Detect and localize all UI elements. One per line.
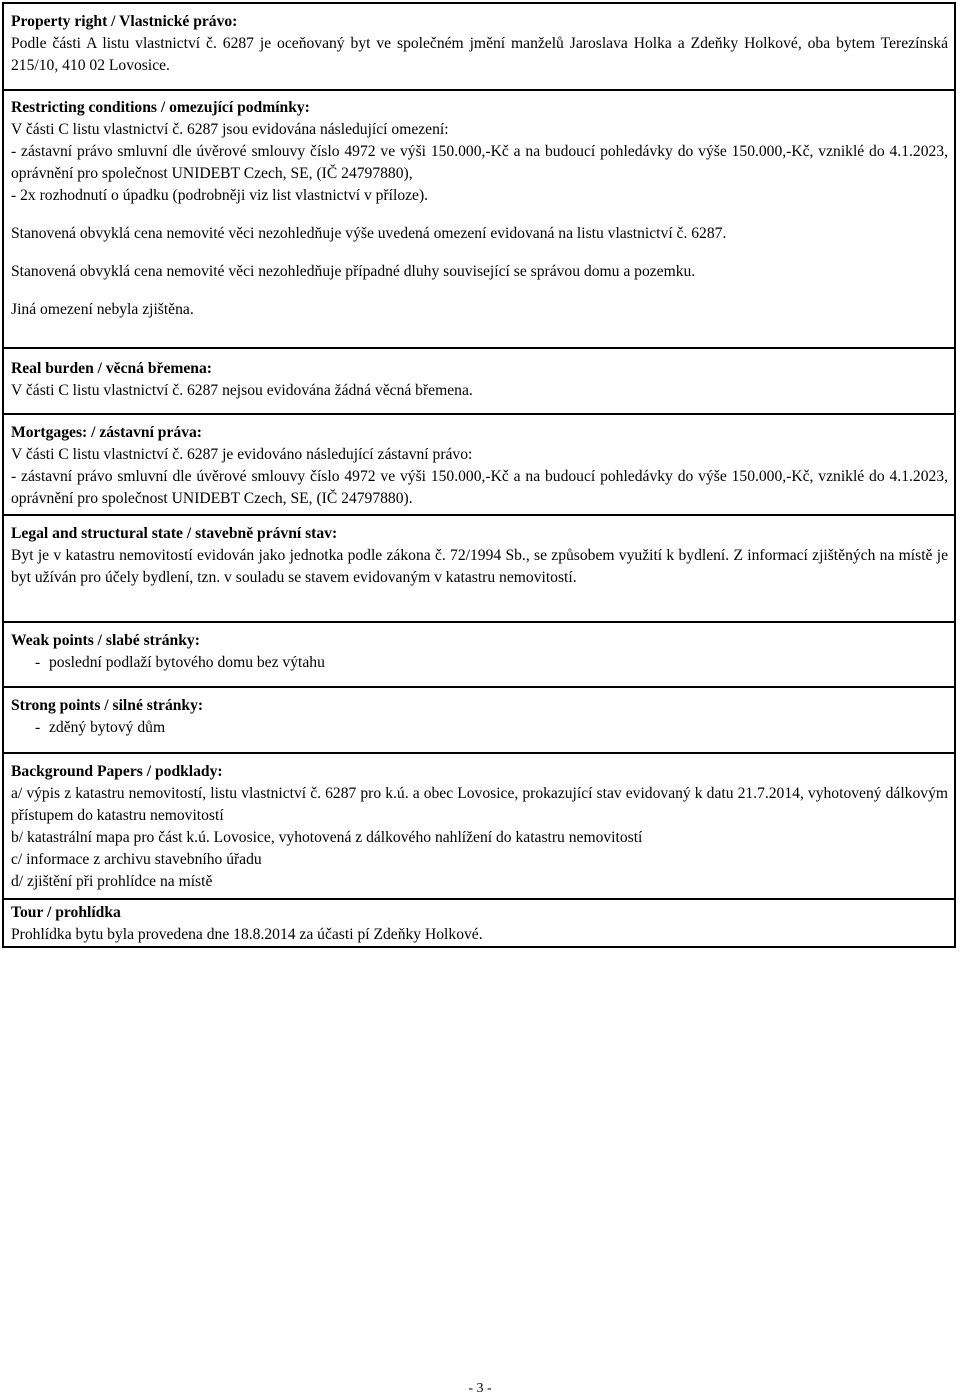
property-heading: Property right / Vlastnické právo: (11, 13, 238, 30)
strong-heading: Strong points / silné stránky: (11, 697, 204, 714)
restricting-heading: Restricting conditions / omezující podmínky: (11, 99, 310, 116)
section-weak (4, 623, 954, 688)
background-heading: Background Papers / podklady: (11, 763, 223, 780)
restricting-note-2: Stanovená obvyklá cena nemovité věci nezohledňuje případné dluhy související se správou domu a pozemku. (11, 263, 696, 280)
section-background (4, 754, 954, 900)
legal-text: Byt je v katastru nemovitostí evidován jako jednotka podle zákona č. 72/1994 Sb., se způsobem využití k bydlení. Z informací zjištěných na místě je byt užíván pro účely bydlení, tzn. v souladu se stavem evidovaným v katastru nemovitostí. (11, 547, 948, 586)
restricting-insolvency: - 2x rozhodnutí o úpadku (podrobněji viz list vlastnictví v příloze). (11, 187, 429, 204)
mortgages-heading: Mortgages: / zástavní práva: (11, 424, 202, 441)
strong-list-item (11, 717, 948, 739)
section-burden (4, 349, 954, 415)
background-item-d: d/ zjištění při prohlídce na místě (11, 873, 213, 890)
restricting-note-1: Stanovená obvyklá cena nemovité věci nezohledňuje výše uvedená omezení evidovaná na listu vlastnictví č. 6287. (11, 225, 727, 242)
section-restricting (4, 91, 954, 349)
page-number: - 3 - (468, 1381, 492, 1396)
burden-heading: Real burden / věcná břemena: (11, 360, 212, 377)
background-item-c: c/ informace z archivu stavebního úřadu (11, 851, 262, 868)
tour-heading: Tour / prohlídka (11, 904, 121, 921)
weak-item-text: poslední podlaží bytového domu bez výtahu (49, 654, 325, 671)
weak-list-item (11, 652, 948, 674)
burden-text: V části C listu vlastnictví č. 6287 nejsou evidována žádná věcná břemena. (11, 382, 473, 399)
background-item-a: a/ výpis z katastru nemovitostí, listu vlastnictví č. 6287 pro k.ú. a obec Lovosice, prokazující stav evidovaný k datu 21.7.2014, vyhotovený dálkovým přístupem do katastru nemovitostí (11, 785, 948, 824)
strong-bullet: - (35, 719, 41, 736)
section-strong (4, 688, 954, 754)
mortgages-lien: - zástavní právo smluvní dle úvěrové smlouvy číslo 4972 ve výši 150.000,-Kč a na budoucí pohledávky do výše 150.000,-Kč, vzniklé do 4.1.2023, oprávnění pro společnost UNIDEBT Czech, SE, (IČ 24797880). (11, 468, 948, 507)
background-item-b: b/ katastrální mapa pro část k.ú. Lovosice, vyhotovená z dálkového nahlížení do katastru nemovitostí (11, 829, 643, 846)
mortgages-intro: V části C listu vlastnictví č. 6287 je evidováno následující zástavní právo: (11, 446, 473, 463)
section-mortgages (4, 415, 954, 516)
legal-heading: Legal and structural state / stavebně právní stav: (11, 525, 338, 542)
section-property (4, 4, 954, 91)
restricting-note-3: Jiná omezení nebyla zjištěna. (11, 301, 194, 318)
restricting-intro: V části C listu vlastnictví č. 6287 jsou evidována následující omezení: (11, 121, 449, 138)
section-tour (4, 900, 954, 946)
property-text: Podle části A listu vlastnictví č. 6287 je oceňovaný byt ve společném jmění manželů Jaroslava Holka a Zdeňky Holkové, oba bytem Terezínská 215/10, 410 02 Lovosice. (11, 35, 948, 74)
restricting-lien: - zástavní právo smluvní dle úvěrové smlouvy číslo 4972 ve výši 150.000,-Kč a na budoucí pohledávky do výše 150.000,-Kč, vzniklé do 4.1.2023, oprávnění pro společnost UNIDEBT Czech, SE, (IČ 24797880), (11, 143, 948, 182)
weak-bullet: - (35, 654, 41, 671)
tour-text: Prohlídka bytu byla provedena dne 18.8.2014 za účasti pí Zdeňky Holkové. (11, 926, 483, 943)
strong-item-text: zděný bytový dům (49, 719, 166, 736)
weak-heading: Weak points / slabé stránky: (11, 632, 200, 649)
report-frame (2, 2, 956, 948)
section-legal (4, 516, 954, 623)
